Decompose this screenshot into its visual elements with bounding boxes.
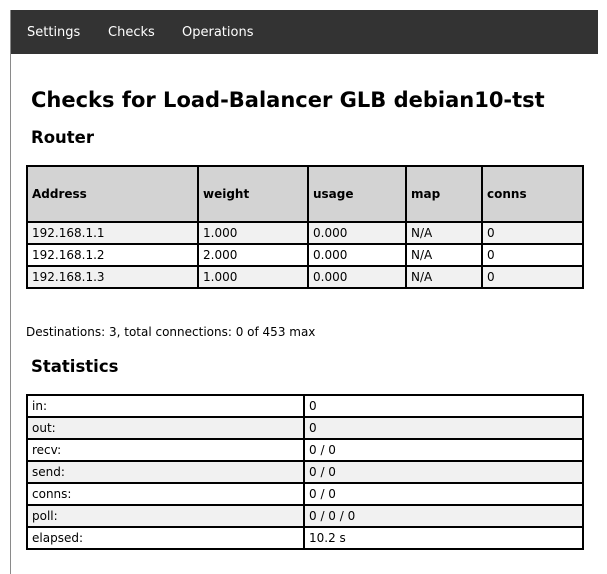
cell-conns: 0 [482, 244, 583, 266]
router-summary: Destinations: 3, total connections: 0 of 453 max [26, 325, 316, 339]
column-header-map: map [406, 166, 482, 222]
stat-label: out: [27, 417, 304, 439]
top-nav-bar [11, 10, 598, 54]
table-row [27, 222, 583, 244]
nav-operations[interactable]: Operations [182, 25, 254, 40]
cell-usage: 0.000 [308, 244, 406, 266]
table-row [27, 417, 583, 439]
cell-usage: 0.000 [308, 222, 406, 244]
stat-label: in: [27, 395, 304, 417]
stat-label: recv: [27, 439, 304, 461]
cell-conns: 0 [482, 222, 583, 244]
stat-value: 0 / 0 [304, 461, 583, 483]
cell-map: N/A [406, 222, 482, 244]
cell-weight: 2.000 [198, 244, 308, 266]
stat-label: conns: [27, 483, 304, 505]
cell-address: 192.168.1.3 [27, 266, 198, 288]
statistics-table [26, 394, 584, 550]
column-header-usage: usage [308, 166, 406, 222]
table-row [27, 527, 583, 549]
cell-usage: 0.000 [308, 266, 406, 288]
router-header-row [27, 166, 583, 222]
nav-settings[interactable]: Settings [27, 25, 81, 40]
cell-address: 192.168.1.1 [27, 222, 198, 244]
statistics-section-title: Statistics [31, 357, 119, 376]
stat-value: 0 / 0 / 0 [304, 505, 583, 527]
router-section-title: Router [31, 128, 95, 147]
cell-conns: 0 [482, 266, 583, 288]
table-row [27, 483, 583, 505]
app-frame [10, 10, 598, 574]
column-header-weight: weight [198, 166, 308, 222]
nav-checks[interactable]: Checks [108, 25, 155, 40]
cell-map: N/A [406, 266, 482, 288]
cell-weight: 1.000 [198, 222, 308, 244]
stat-label: poll: [27, 505, 304, 527]
cell-address: 192.168.1.2 [27, 244, 198, 266]
stat-value: 0 [304, 395, 583, 417]
router-table [26, 165, 584, 289]
stat-value: 0 / 0 [304, 483, 583, 505]
table-row [27, 395, 583, 417]
cell-weight: 1.000 [198, 266, 308, 288]
table-row [27, 266, 583, 288]
table-row [27, 244, 583, 266]
table-row [27, 505, 583, 527]
stat-label: send: [27, 461, 304, 483]
table-row [27, 461, 583, 483]
stat-value: 10.2 s [304, 527, 583, 549]
stat-label: elapsed: [27, 527, 304, 549]
cell-map: N/A [406, 244, 482, 266]
stat-value: 0 / 0 [304, 439, 583, 461]
table-row [27, 439, 583, 461]
column-header-address: Address [27, 166, 198, 222]
stat-value: 0 [304, 417, 583, 439]
column-header-conns: conns [482, 166, 583, 222]
page-title: Checks for Load-Balancer GLB debian10-tst [31, 88, 545, 112]
